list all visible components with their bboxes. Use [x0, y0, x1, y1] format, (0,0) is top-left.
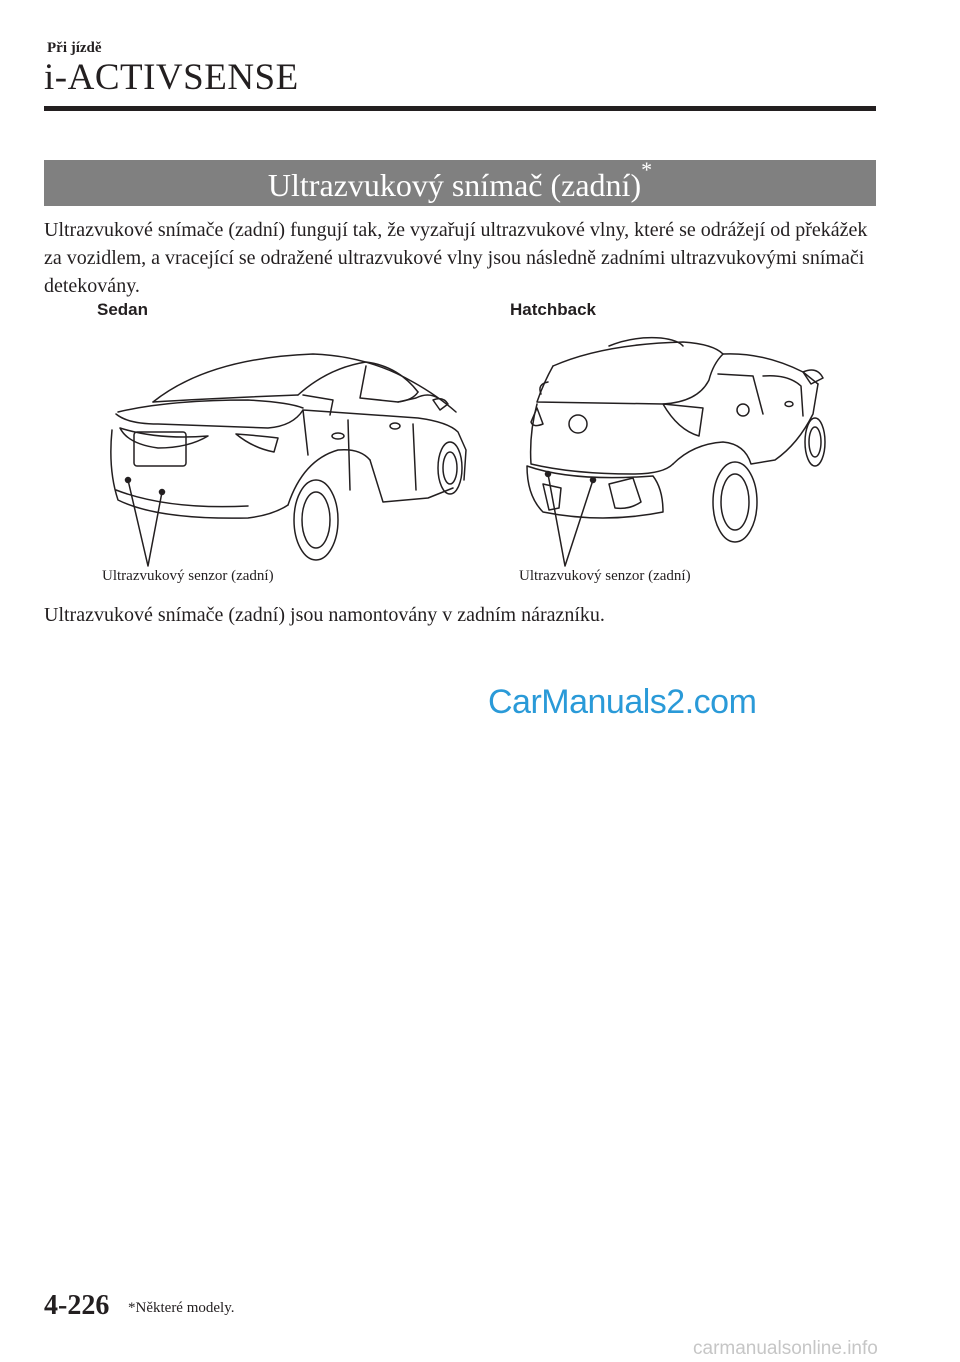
watermark-text: CarManuals2.com	[488, 683, 757, 721]
footer-watermark: carmanualsonline.info	[693, 1338, 878, 1359]
section-heading	[44, 157, 876, 206]
hatchback-illustration	[513, 324, 833, 580]
breadcrumb: Při jízdě	[47, 40, 102, 56]
sedan-illustration	[98, 340, 478, 580]
footnote: *Některé modely.	[128, 1300, 235, 1316]
page-number: 4-226	[44, 1290, 110, 1321]
intro-paragraph: Ultrazvukové snímače (zadní) fungují tak, že vyzařují ultrazvukové vlny, které se odrážejí od překážek za vozidlem, a vracející se odražené ultrazvukové vlny jsou následně zadními ultrazvukovými snímači detekovány.	[44, 219, 868, 297]
header-divider	[44, 106, 876, 111]
sedan-sensor-caption: Ultrazvukový senzor (zadní)	[102, 568, 274, 584]
figure-label-sedan: Sedan	[97, 300, 149, 319]
hatchback-sensor-caption: Ultrazvukový senzor (zadní)	[519, 568, 691, 584]
figure-label-hatchback: Hatchback	[510, 300, 596, 319]
section-title: Ultrazvukový snímač (zadní)	[267, 167, 642, 203]
section-asterisk: *	[641, 157, 653, 182]
mounting-paragraph: Ultrazvukové snímače (zadní) jsou namontovány v zadním nárazníku.	[44, 604, 605, 626]
chapter-title: i-ACTIVSENSE	[44, 57, 299, 98]
